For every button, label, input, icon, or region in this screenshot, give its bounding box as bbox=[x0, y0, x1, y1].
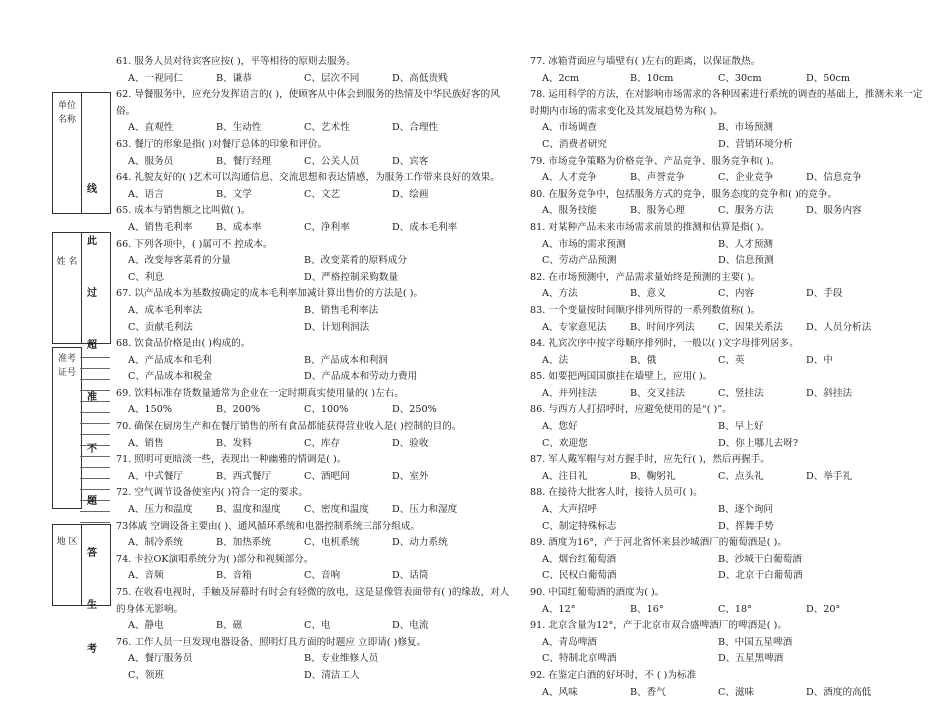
seal-char: 生 bbox=[87, 600, 97, 611]
answer-option[interactable]: A、市场调查 bbox=[542, 122, 597, 134]
question-stem: 83. 一个变量按时间顺序排列所得的一系列数值称( )。 bbox=[530, 304, 761, 316]
answer-option[interactable]: B、16° bbox=[630, 603, 664, 615]
answer-option[interactable]: A、专家意见法 bbox=[542, 321, 607, 333]
option-row bbox=[116, 668, 516, 685]
answer-option[interactable]: D、人员分析法 bbox=[806, 321, 872, 333]
answer-option[interactable]: D、验收 bbox=[392, 437, 429, 449]
question-stem: 63. 餐厅的形象是指( )对餐厅总体的印象和评价。 bbox=[116, 138, 328, 150]
answer-option[interactable]: B、市场预测 bbox=[718, 122, 774, 134]
question-stem: 70. 确保在厨房生产和在餐厅销售的所有食品都能获得营业收入是( )控制的目的。 bbox=[116, 421, 462, 433]
answer-option[interactable]: B、西式餐厅 bbox=[216, 470, 272, 482]
answer-option[interactable]: D、你上哪儿去呀? bbox=[718, 437, 798, 449]
option-row bbox=[530, 602, 930, 619]
question-stem: 72. 空气调节设备使室内( )符合一定的要求。 bbox=[116, 487, 308, 499]
exam-no-box bbox=[52, 347, 82, 509]
question-stem: 87. 军人戴军帽与对方握手时，应先行( )，然后再握手。 bbox=[530, 454, 770, 466]
answer-option[interactable]: A、成本毛利率法 bbox=[128, 304, 203, 316]
answer-option[interactable]: A、制冷系统 bbox=[128, 537, 183, 549]
answer-option[interactable]: B、交叉挂法 bbox=[630, 387, 686, 399]
answer-option[interactable]: C、企业竞争 bbox=[718, 172, 774, 184]
answer-option[interactable]: C、酒吧间 bbox=[304, 470, 350, 482]
answer-option[interactable]: C、库存 bbox=[304, 437, 341, 449]
seal-char: 答 bbox=[87, 548, 97, 559]
question-stem: 69. 饮料标准存货数量通常为企业在一定时期真实使用量的( )左右。 bbox=[116, 387, 404, 399]
question-stem: 76. 工作人员一旦发现电器设备、照明灯具方面的时题应 立即请( )修复。 bbox=[116, 636, 427, 648]
option-row bbox=[530, 419, 930, 436]
unit-label: 单位名称 bbox=[57, 101, 76, 125]
answer-option[interactable]: B、加热系统 bbox=[216, 537, 272, 549]
answer-option[interactable]: C、因果关系法 bbox=[718, 321, 783, 333]
answer-option[interactable]: A、销售 bbox=[128, 437, 164, 449]
answer-option[interactable]: A、直观性 bbox=[128, 122, 174, 134]
answer-option[interactable]: A、150% bbox=[128, 404, 172, 416]
answer-option[interactable]: A、产品成本和毛利 bbox=[128, 354, 212, 366]
option-row bbox=[530, 203, 930, 220]
answer-option[interactable]: A、音频 bbox=[128, 570, 164, 582]
answer-option[interactable]: D、清洁工人 bbox=[304, 669, 360, 681]
answer-option[interactable]: A、注目礼 bbox=[542, 470, 588, 482]
question-stem: 65. 成本与销售额之比叫做( )。 bbox=[116, 205, 251, 217]
option-row bbox=[530, 386, 930, 403]
answer-option[interactable]: C、文艺 bbox=[304, 188, 341, 200]
answer-option[interactable]: D、服务内容 bbox=[806, 205, 862, 217]
answer-option[interactable]: A、2cm bbox=[542, 72, 580, 84]
option-row bbox=[530, 635, 930, 652]
answer-option[interactable]: C、劳动产品预测 bbox=[542, 255, 617, 267]
answer-option[interactable]: A、静电 bbox=[128, 620, 164, 632]
option-row bbox=[530, 286, 930, 303]
option-row bbox=[116, 353, 516, 370]
seal-char: 考 bbox=[87, 644, 97, 655]
option-row bbox=[116, 369, 516, 386]
answer-option[interactable]: D、合理性 bbox=[392, 122, 439, 134]
answer-option[interactable]: A、一视同仁 bbox=[128, 72, 183, 84]
answer-option[interactable]: B、俄 bbox=[630, 354, 657, 366]
seal-char: 不 bbox=[87, 444, 97, 455]
option-row bbox=[530, 71, 930, 88]
answer-option[interactable]: D、斜挂法 bbox=[806, 387, 853, 399]
answer-option[interactable]: D、计划利润法 bbox=[304, 321, 370, 333]
region-box bbox=[52, 524, 82, 606]
answer-option[interactable]: B、磁 bbox=[216, 620, 243, 632]
answer-option[interactable]: A、大声招呼 bbox=[542, 504, 597, 516]
answer-option[interactable]: A、您好 bbox=[542, 421, 578, 433]
answer-option[interactable]: B、发料 bbox=[216, 437, 252, 449]
answer-option[interactable]: D、中 bbox=[806, 354, 833, 366]
answer-option[interactable]: D、挥舞手势 bbox=[718, 520, 774, 532]
answer-option[interactable]: A、服务技能 bbox=[542, 205, 597, 217]
option-row bbox=[530, 237, 930, 254]
answer-option[interactable]: C、产品成本和税金 bbox=[128, 371, 213, 383]
exam-no-field[interactable] bbox=[80, 347, 110, 507]
option-row bbox=[530, 253, 930, 270]
answer-option[interactable]: C、民权白葡萄酒 bbox=[542, 570, 617, 582]
option-row bbox=[530, 353, 930, 370]
option-row bbox=[530, 568, 930, 585]
option-row bbox=[530, 170, 930, 187]
answer-option[interactable]: A、并列挂法 bbox=[542, 387, 597, 399]
answer-option[interactable]: B、文学 bbox=[216, 188, 252, 200]
question-stem: 74. 卡拉OK演唱系统分为( )部分和视频部分。 bbox=[116, 553, 314, 565]
answer-option[interactable]: D、成本毛利率 bbox=[392, 221, 458, 233]
region-field[interactable] bbox=[80, 524, 111, 606]
option-row bbox=[530, 552, 930, 569]
option-row bbox=[530, 519, 930, 536]
seal-char: 超 bbox=[87, 340, 97, 351]
answer-option[interactable]: B、销售毛利率法 bbox=[304, 304, 379, 316]
question-stem: 86. 与西方人打招呼时，应避免使用的是“( )”。 bbox=[530, 404, 732, 416]
option-row bbox=[530, 469, 930, 486]
answer-option[interactable]: A、改变每客菜肴的分量 bbox=[128, 255, 231, 267]
answer-option[interactable]: C、内容 bbox=[718, 288, 755, 300]
answer-option[interactable]: D、绘画 bbox=[392, 188, 429, 200]
answer-option[interactable]: A、法 bbox=[542, 354, 569, 366]
answer-option[interactable]: D、压力和湿度 bbox=[392, 504, 458, 516]
option-row bbox=[116, 568, 516, 585]
question-stem: 78. 运用科学的方法，在对影响市场需求的各种因素进行系统的调查的基础上，推测未来一定时期内市场的需求变化及其发展趋势为称( )。 bbox=[530, 89, 923, 117]
answer-option[interactable]: C、艺术性 bbox=[304, 122, 350, 134]
answer-option[interactable]: D、电流 bbox=[392, 620, 429, 632]
answer-option[interactable]: B、人才预测 bbox=[718, 238, 774, 250]
answer-option[interactable]: A、压力和温度 bbox=[128, 504, 193, 516]
answer-option[interactable]: A、餐厅服务员 bbox=[128, 653, 193, 665]
answer-option[interactable]: C、领班 bbox=[128, 669, 165, 681]
answer-option[interactable]: B、香气 bbox=[630, 686, 666, 698]
option-row bbox=[116, 402, 516, 419]
question-stem: 92. 在鉴定白酒的好坏时，不 ( )为标准 bbox=[530, 669, 697, 681]
question-stem: 81. 对某种产品未来市场需求前景的推测和估算是指( )。 bbox=[530, 221, 770, 233]
answer-option[interactable]: A、市场的需求预测 bbox=[542, 238, 626, 250]
answer-option[interactable]: C、电 bbox=[304, 620, 331, 632]
seal-char: 此 bbox=[87, 236, 97, 247]
option-row bbox=[530, 685, 930, 701]
option-row bbox=[116, 220, 516, 237]
option-row bbox=[116, 187, 516, 204]
answer-option[interactable]: C、利息 bbox=[128, 271, 165, 283]
question-stem: 90. 中国红葡萄酒的酒度为( )。 bbox=[530, 587, 665, 598]
answer-option[interactable]: C、30cm bbox=[718, 72, 762, 84]
answer-option[interactable]: D、北京干白葡萄酒 bbox=[718, 570, 803, 582]
question-stem: 73体戚 空调设备主要由( )、通风循环系统和电器控制系统三部分组成。 bbox=[116, 520, 421, 532]
name-label: 姓 名 bbox=[56, 257, 78, 267]
answer-option[interactable]: D、动力系统 bbox=[392, 537, 448, 549]
name-box bbox=[52, 232, 82, 344]
answer-option[interactable]: C、音响 bbox=[304, 570, 341, 582]
question-stem: 66. 下列各项中，( )属可不 控成本。 bbox=[116, 238, 273, 250]
answer-option[interactable]: A、中式餐厅 bbox=[128, 470, 183, 482]
answer-option[interactable]: B、意义 bbox=[630, 288, 666, 300]
question-stem: 64. 礼貌友好的( )艺术可以沟通信息、交流思想和表达情感，为服务工作带来良好的效果。 bbox=[116, 172, 500, 184]
answer-option[interactable]: B、10cm bbox=[630, 72, 674, 84]
answer-option[interactable]: B、服务心理 bbox=[630, 205, 686, 217]
option-row bbox=[116, 253, 516, 270]
question-stem: 61. 服务人员对待宾客应按( )，平等相待的原则去服务。 bbox=[116, 56, 356, 67]
answer-option[interactable]: B、成本率 bbox=[216, 221, 262, 233]
answer-option[interactable]: C、100% bbox=[304, 404, 349, 416]
answer-option[interactable]: B、早上好 bbox=[718, 421, 764, 433]
answer-option[interactable]: D、250% bbox=[392, 404, 437, 416]
option-row bbox=[116, 469, 516, 486]
answer-option[interactable]: C、层次不同 bbox=[304, 72, 360, 84]
question-stem: 91. 北京含量为12°，产于北京市双合盛啤酒厂的啤酒是( )。 bbox=[530, 620, 787, 632]
seal-char: 题 bbox=[87, 496, 97, 507]
option-row bbox=[530, 137, 930, 154]
question-stem: 79. 市场竞争策略为价格竞争、产品竞争、服务竞争和( )。 bbox=[530, 155, 780, 167]
answer-option[interactable]: D、严格控制采购数量 bbox=[304, 271, 399, 283]
answer-option[interactable]: B、谦恭 bbox=[216, 72, 252, 84]
seal-char: 过 bbox=[87, 288, 97, 299]
region-label: 地 区 bbox=[56, 537, 78, 547]
answer-option[interactable]: A、烟台红葡萄酒 bbox=[542, 553, 617, 565]
option-row bbox=[116, 502, 516, 519]
exam-no-label: 准考证号 bbox=[57, 354, 76, 378]
question-stem: 89. 酒度为16°，产于河北省怀来县沙城酒厂的葡萄酒是( )。 bbox=[530, 537, 787, 549]
answer-option[interactable]: D、宾客 bbox=[392, 155, 429, 167]
seal-char: 线 bbox=[87, 184, 97, 195]
answer-option[interactable]: D、50cm bbox=[806, 72, 850, 84]
answer-option[interactable]: A、语言 bbox=[128, 188, 164, 200]
answer-option[interactable]: B、中国五星啤酒 bbox=[718, 636, 793, 648]
answer-option[interactable]: D、20° bbox=[806, 603, 841, 615]
answer-option[interactable]: D、室外 bbox=[392, 470, 429, 482]
question-stem: 71. 照明可更暗淡一些，表现出一种幽雅的情调是( )。 bbox=[116, 454, 347, 466]
answer-option[interactable]: A、风味 bbox=[542, 686, 578, 698]
answer-option[interactable]: B、餐厅经理 bbox=[216, 155, 272, 167]
question-stem: 62. 导餐服务中，应充分发挥语言的( )，使顾客从中体会到服务的热情及中华民族好客的风俗。 bbox=[116, 89, 500, 117]
question-stem: 82. 在市场预测中，产品需求量始终是预测的主要( )。 bbox=[530, 271, 761, 283]
answer-option[interactable]: C、英 bbox=[718, 354, 745, 366]
answer-option[interactable]: C、密度和温度 bbox=[304, 504, 369, 516]
answer-option[interactable]: D、酒度的高低 bbox=[806, 686, 872, 698]
question-stem: 88. 在接待大批客人时，接待人员可( )。 bbox=[530, 487, 703, 499]
answer-option[interactable]: B、鞠躬礼 bbox=[630, 470, 676, 482]
right-question-column bbox=[530, 54, 930, 701]
seal-char: 准 bbox=[87, 392, 97, 403]
answer-option[interactable]: A、方法 bbox=[542, 288, 578, 300]
option-row bbox=[116, 535, 516, 552]
option-row bbox=[116, 303, 516, 320]
question-stem: 67. 以产品成本为基数按确定的成本毛利率加减计算出售价的方法是( )。 bbox=[116, 288, 424, 300]
option-row bbox=[530, 120, 930, 137]
answer-option[interactable]: D、手段 bbox=[806, 288, 843, 300]
answer-option[interactable]: B、改变菜肴的原料成分 bbox=[304, 255, 407, 267]
answer-option[interactable]: D、信息竞争 bbox=[806, 172, 862, 184]
answer-option[interactable]: B、专业维修人员 bbox=[304, 653, 379, 665]
answer-option[interactable]: B、生动性 bbox=[216, 122, 262, 134]
answer-option[interactable]: C、制定特殊标志 bbox=[542, 520, 617, 532]
answer-option[interactable]: B、产品成本和利润 bbox=[304, 354, 388, 366]
answer-option[interactable]: C、电机系统 bbox=[304, 537, 360, 549]
answer-option[interactable]: D、营销环境分析 bbox=[718, 138, 793, 150]
option-row bbox=[530, 436, 930, 453]
answer-option[interactable]: C、服务方法 bbox=[718, 205, 774, 217]
answer-option[interactable]: D、产品成本和劳动力费用 bbox=[304, 371, 418, 383]
option-row bbox=[116, 320, 516, 337]
option-row bbox=[530, 651, 930, 668]
option-row bbox=[116, 120, 516, 137]
left-question-column bbox=[116, 54, 516, 685]
answer-option[interactable]: C、竖挂法 bbox=[718, 387, 764, 399]
option-row bbox=[116, 436, 516, 453]
answer-option[interactable]: C、滋味 bbox=[718, 686, 755, 698]
question-stem: 68. 饮食品价格是由( )构成的。 bbox=[116, 338, 251, 350]
unit-field[interactable] bbox=[80, 92, 111, 214]
option-row bbox=[116, 270, 516, 287]
answer-option[interactable]: B、音箱 bbox=[216, 570, 252, 582]
answer-option[interactable]: A、人才竞争 bbox=[542, 172, 597, 184]
question-stem: 84. 礼宾次序中按字母顺序排列时，一般以( )文字母排列居多。 bbox=[530, 338, 799, 350]
answer-option[interactable]: C、消费者研究 bbox=[542, 138, 607, 150]
option-row bbox=[116, 71, 516, 88]
question-stem: 75. 在收看电视时，手触及屏幕时有时会有轻微的放电，这是显像管表面带有( )的缘故，对人的身体无影响。 bbox=[116, 587, 510, 615]
answer-option[interactable]: C、贡献毛利法 bbox=[128, 321, 193, 333]
answer-option[interactable]: B、逐个询问 bbox=[718, 504, 774, 516]
question-stem: 80. 在服务竞争中，包括服务方式的竞争，服务态度的竞争和( )的竞争。 bbox=[530, 188, 838, 200]
option-row bbox=[530, 320, 930, 337]
answer-option[interactable]: A、青岛啤酒 bbox=[542, 636, 597, 648]
answer-option[interactable]: C、特制北京啤酒 bbox=[542, 653, 617, 665]
answer-option[interactable]: D、信息预测 bbox=[718, 255, 774, 267]
answer-option[interactable]: C、公关人员 bbox=[304, 155, 360, 167]
answer-option[interactable]: C、18° bbox=[718, 603, 752, 615]
answer-option[interactable]: B、时间序列法 bbox=[630, 321, 695, 333]
answer-option[interactable]: C、点头礼 bbox=[718, 470, 764, 482]
question-stem: 85. 如要把两国国旗挂在墙壁上，应用( )。 bbox=[530, 371, 713, 383]
answer-option[interactable]: B、沙城干白葡萄酒 bbox=[718, 553, 802, 565]
answer-option[interactable]: D、五星黑啤酒 bbox=[718, 653, 784, 665]
answer-option[interactable]: A、12° bbox=[542, 603, 576, 615]
option-row bbox=[116, 651, 516, 668]
answer-option[interactable]: A、销售毛利率 bbox=[128, 221, 193, 233]
question-stem: 77. 冰箱背面应与墙壁有( )左右的距离，以保证散热。 bbox=[530, 56, 761, 67]
answer-option[interactable]: D、高低贵贱 bbox=[392, 72, 448, 84]
option-row bbox=[530, 502, 930, 519]
option-row bbox=[116, 618, 516, 635]
answer-option[interactable]: D、话筒 bbox=[392, 570, 429, 582]
answer-option[interactable]: B、声誉竞争 bbox=[630, 172, 686, 184]
answer-option[interactable]: B、温度和湿度 bbox=[216, 504, 281, 516]
answer-option[interactable]: D、举手礼 bbox=[806, 470, 853, 482]
answer-option[interactable]: C、欢迎您 bbox=[542, 437, 588, 449]
unit-box bbox=[52, 92, 82, 214]
option-row bbox=[116, 154, 516, 171]
answer-option[interactable]: C、净利率 bbox=[304, 221, 350, 233]
answer-option[interactable]: A、服务员 bbox=[128, 155, 174, 167]
answer-option[interactable]: B、200% bbox=[216, 404, 261, 416]
